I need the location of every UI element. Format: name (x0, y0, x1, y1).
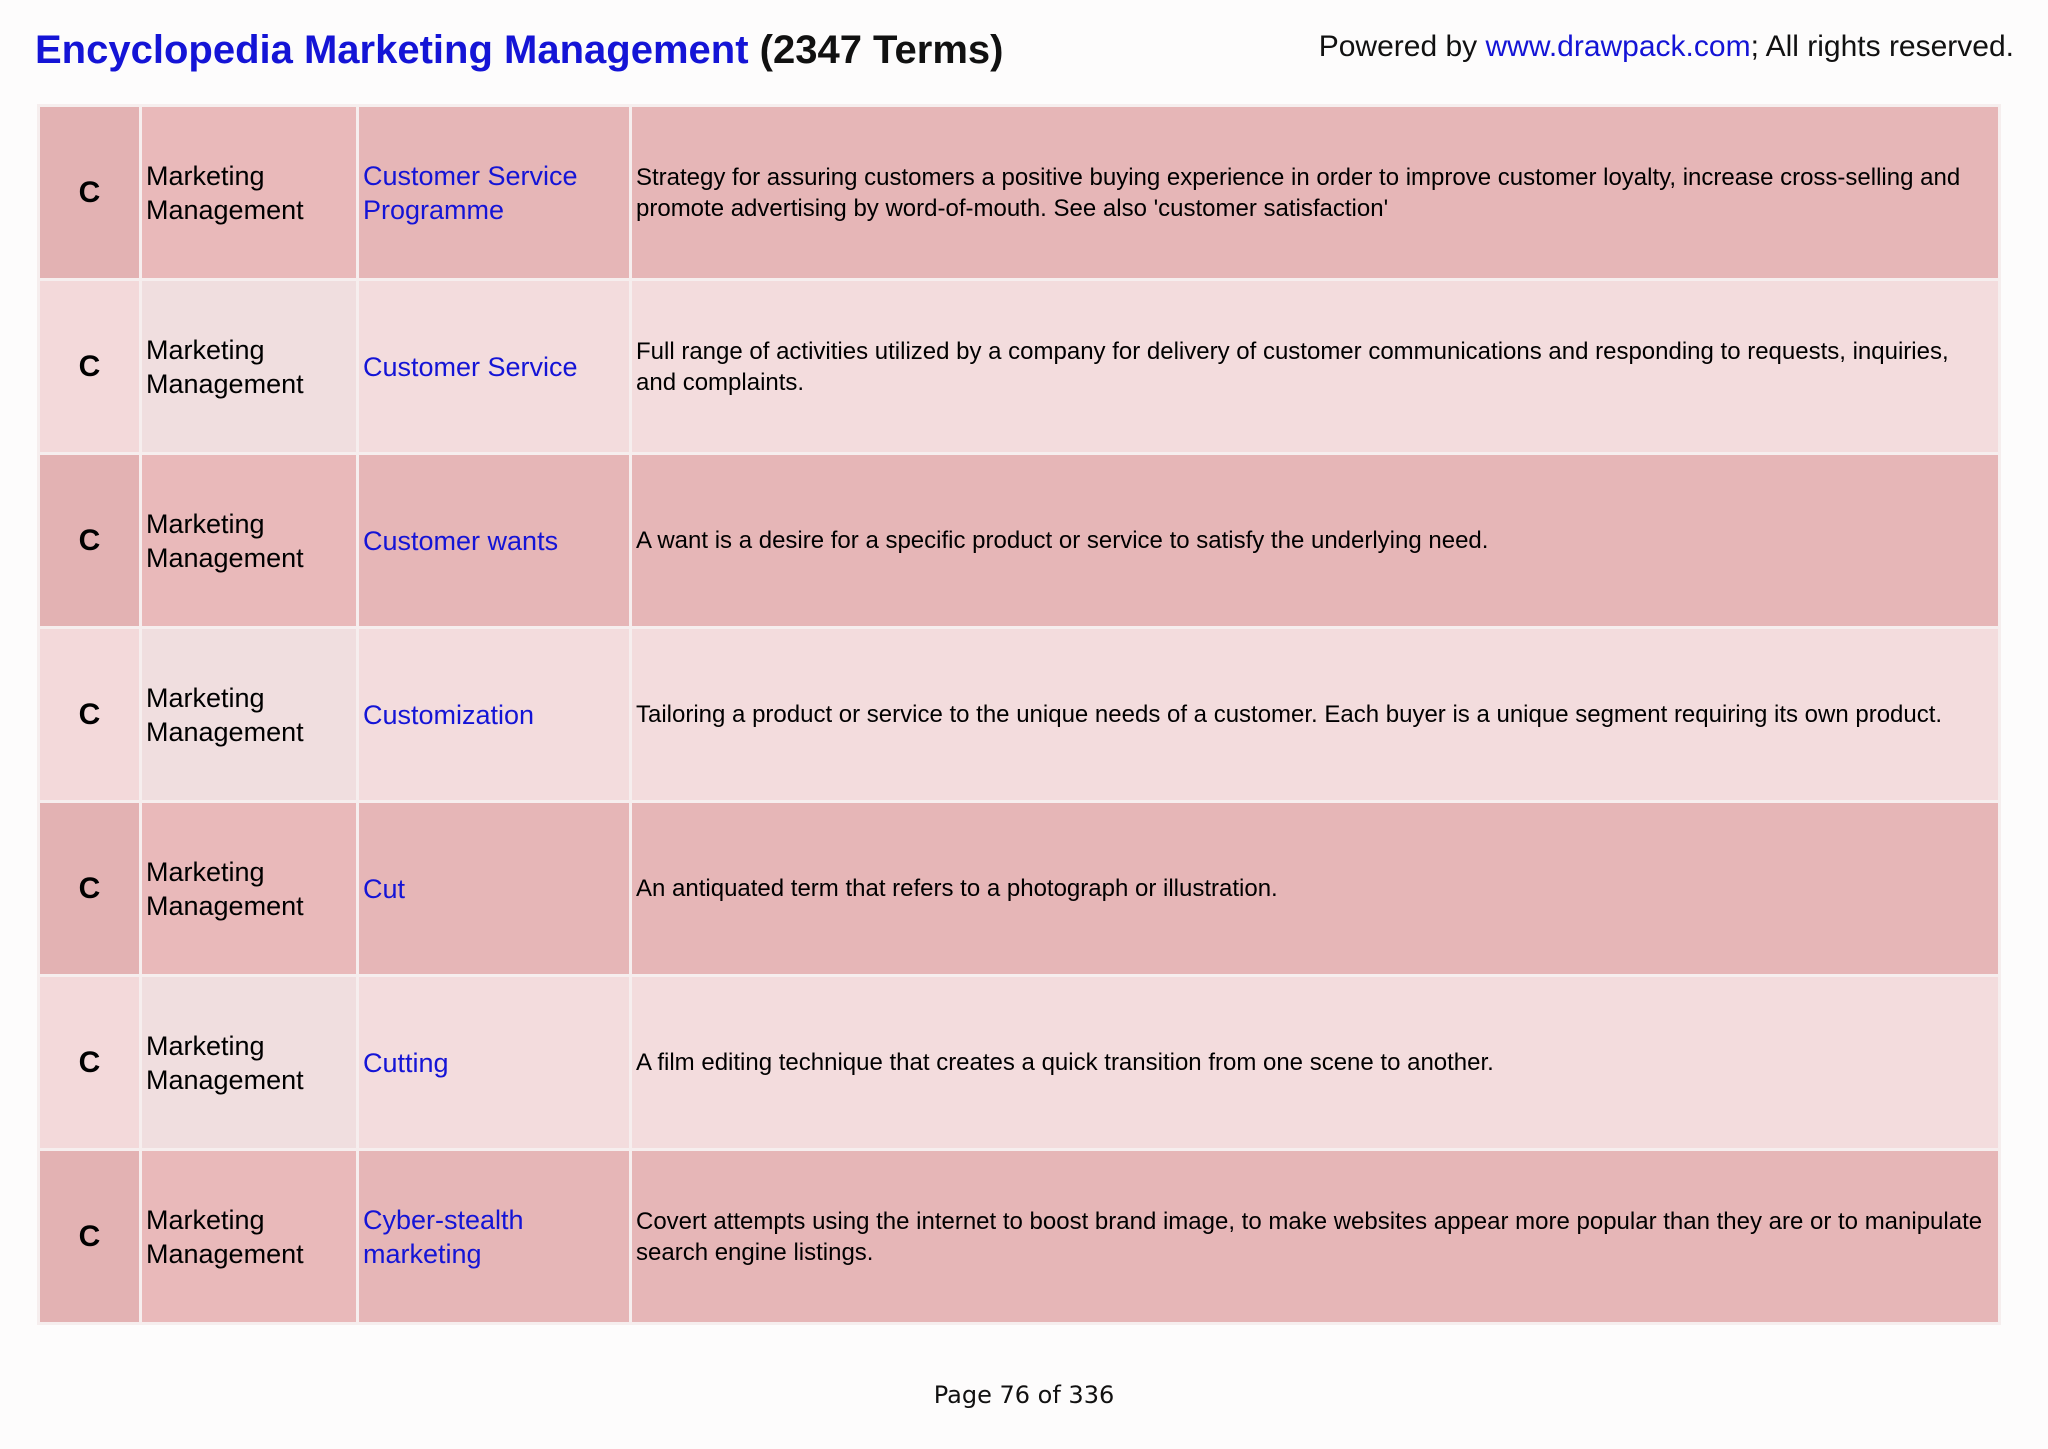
letter-cell: C (39, 106, 141, 280)
category-cell: Marketing Management (141, 1150, 358, 1324)
letter-cell: C (39, 280, 141, 454)
letter-cell: C (39, 802, 141, 976)
definition-cell: Tailoring a product or service to the unique needs of a customer. Each buyer is a unique segment requiring its own product. (631, 628, 2000, 802)
table-row (39, 1150, 2000, 1324)
drawpack-link[interactable]: www.drawpack.com (1485, 30, 1751, 63)
category-cell: Marketing Management (141, 628, 358, 802)
powered-prefix: Powered by (1318, 30, 1486, 63)
page-number: Page 76 of 336 (933, 1381, 1115, 1409)
category-cell: Marketing Management (141, 454, 358, 628)
definition-cell: An antiquated term that refers to a photograph or illustration. (631, 802, 2000, 976)
term-link[interactable]: Cutting (358, 976, 631, 1150)
definition-cell: A want is a desire for a specific product or service to satisfy the underlying need. (631, 454, 2000, 628)
term-link[interactable]: Customer wants (358, 454, 631, 628)
category-cell: Marketing Management (141, 976, 358, 1150)
definition-cell: A film editing technique that creates a quick transition from one scene to another. (631, 976, 2000, 1150)
letter-cell: C (39, 1150, 141, 1324)
term-count: (2347 Terms) (759, 28, 1004, 72)
document-title (35, 28, 1003, 73)
table-row (39, 280, 2000, 454)
table-row (39, 106, 2000, 280)
letter-cell: C (39, 976, 141, 1150)
definition-cell: Strategy for assuring customers a positive buying experience in order to improve customer loyalty, increase cross-selling and promote advertising by word-of-mouth. See also 'customer satisfaction' (631, 106, 2000, 280)
powered-by-notice (1319, 30, 2014, 64)
term-link[interactable]: Cyber-stealth marketing (358, 1150, 631, 1324)
definition-cell: Covert attempts using the internet to boost brand image, to make websites appear more popular than they are or to manipulate search engine listings. (631, 1150, 2000, 1324)
definition-cell: Full range of activities utilized by a company for delivery of customer communications and responding to requests, inquiries, and complaints. (631, 280, 2000, 454)
term-link[interactable]: Cut (358, 802, 631, 976)
table-row (39, 976, 2000, 1150)
table-row (39, 802, 2000, 976)
powered-suffix: ; All rights reserved. (1750, 30, 2014, 63)
table-row (39, 628, 2000, 802)
category-cell: Marketing Management (141, 802, 358, 976)
title-text: Encyclopedia Marketing Management (35, 28, 749, 72)
category-cell: Marketing Management (141, 106, 358, 280)
category-cell: Marketing Management (141, 280, 358, 454)
term-link[interactable]: Customization (358, 628, 631, 802)
letter-cell: C (39, 628, 141, 802)
terms-table (37, 104, 2001, 1325)
term-link[interactable]: Customer Service Programme (358, 106, 631, 280)
letter-cell: C (39, 454, 141, 628)
term-link[interactable]: Customer Service (358, 280, 631, 454)
table-row (39, 454, 2000, 628)
